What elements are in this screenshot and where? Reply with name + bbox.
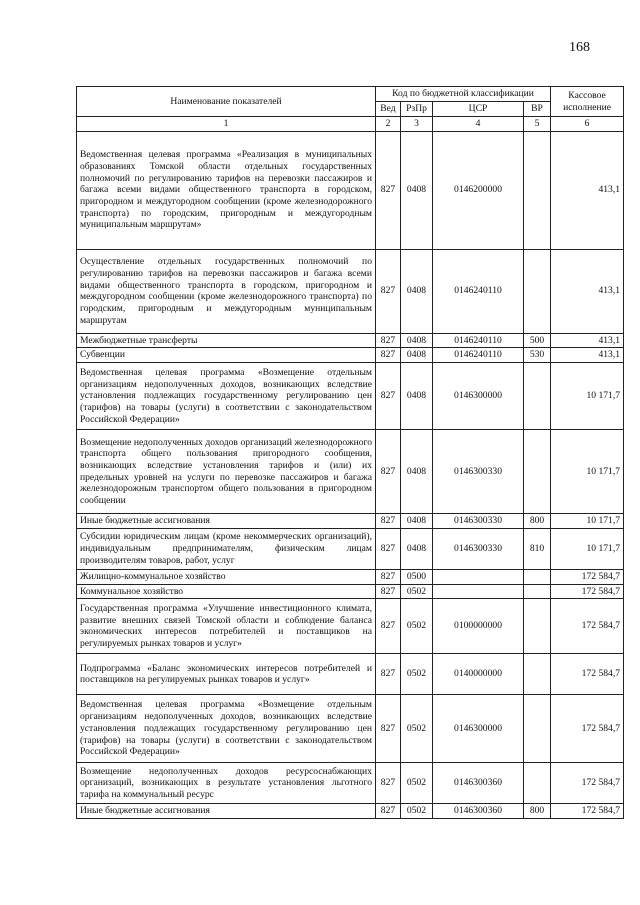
row-rzpr: 0408 xyxy=(401,348,433,363)
header-csr: ЦСР xyxy=(433,102,524,117)
row-amount: 172 584,7 xyxy=(551,584,624,599)
table-row xyxy=(77,804,624,819)
row-vr xyxy=(524,363,551,430)
row-ved: 827 xyxy=(376,528,401,569)
row-rzpr: 0502 xyxy=(401,695,433,763)
row-csr: 0146300360 xyxy=(433,763,524,804)
row-rzpr: 0502 xyxy=(401,599,433,654)
table-row xyxy=(77,131,624,249)
row-name: Межбюджетные трансферты xyxy=(77,333,376,348)
row-name: Возмещение недополученных доходов организаций железнодорожного транспорта общего пользования пригородного сообщения, возникающих вследствие установления тарифов и (или) их предельных уровней на услуги по перевозке пассажиров и багажа железнодорожным транспортом общего пользования в пригородном сообщении xyxy=(77,430,376,514)
row-ved: 827 xyxy=(376,763,401,804)
row-csr: 0146300330 xyxy=(433,528,524,569)
row-rzpr: 0408 xyxy=(401,249,433,333)
row-rzpr: 0408 xyxy=(401,363,433,430)
row-csr: 0100000000 xyxy=(433,599,524,654)
table-row xyxy=(77,514,624,529)
row-vr xyxy=(524,131,551,249)
row-csr: 0146240110 xyxy=(433,333,524,348)
row-name: Коммунальное хозяйство xyxy=(77,584,376,599)
row-vr xyxy=(524,430,551,514)
row-name: Ведомственная целевая программа «Реализация в муниципальных образованиях Томской области отдельных государственных полномочий по регулированию тарифов на перевозки пассажиров и багажа всеми видами общественного транспорта в городском, пригородном и междугородном сообщении (кроме железнодорожного транспорта) по городским, пригородным и междугородным муниципальным маршрутам» xyxy=(77,131,376,249)
row-amount: 413,1 xyxy=(551,348,624,363)
row-rzpr: 0502 xyxy=(401,584,433,599)
table-row xyxy=(77,763,624,804)
row-ved: 827 xyxy=(376,131,401,249)
row-name: Осуществление отдельных государственных полномочий по регулированию тарифов на перевозки пассажиров и багажа всеми видами общественного транспорта в городском, пригородном и междугородном сообщении (кроме железнодорожного транспорта) по городским, пригородным и междугородным муниципальным маршрутам xyxy=(77,249,376,333)
table-row xyxy=(77,599,624,654)
row-csr: 0146240110 xyxy=(433,348,524,363)
row-amount: 413,1 xyxy=(551,131,624,249)
table-row xyxy=(77,654,624,695)
row-name: Иные бюджетные ассигнования xyxy=(77,514,376,529)
row-ved: 827 xyxy=(376,430,401,514)
row-csr: 0146300000 xyxy=(433,695,524,763)
row-name: Ведомственная целевая программа «Возмещение отдельным организациям недополученных доходов, возникающих вследствие установления подлежащих государственному регулированию цен (тарифов) на товары (услуги) в соответствии с законодательством Российской Федерации» xyxy=(77,363,376,430)
row-csr xyxy=(433,584,524,599)
row-name: Возмещение недополученных доходов ресурсоснабжающих организаций, возникающих в результате установления льготного тарифа на коммунальный ресурс xyxy=(77,763,376,804)
table-row xyxy=(77,333,624,348)
row-ved: 827 xyxy=(376,249,401,333)
row-amount: 10 171,7 xyxy=(551,363,624,430)
row-vr: 810 xyxy=(524,528,551,569)
row-vr xyxy=(524,599,551,654)
table-row xyxy=(77,695,624,763)
row-amount: 172 584,7 xyxy=(551,569,624,584)
row-rzpr: 0408 xyxy=(401,528,433,569)
row-ved: 827 xyxy=(376,569,401,584)
row-ved: 827 xyxy=(376,363,401,430)
row-ved: 827 xyxy=(376,804,401,819)
table-row xyxy=(77,584,624,599)
row-ved: 827 xyxy=(376,695,401,763)
header-name: Наименование показателей xyxy=(77,87,376,117)
header-code-group: Код по бюджетной классификации xyxy=(376,87,551,102)
row-rzpr: 0408 xyxy=(401,514,433,529)
row-csr: 0146200000 xyxy=(433,131,524,249)
row-csr xyxy=(433,569,524,584)
row-name: Субвенции xyxy=(77,348,376,363)
row-rzpr: 0500 xyxy=(401,569,433,584)
table-row xyxy=(77,569,624,584)
row-ved: 827 xyxy=(376,599,401,654)
column-number: 3 xyxy=(401,117,433,132)
row-vr xyxy=(524,569,551,584)
row-name: Ведомственная целевая программа «Возмещение отдельным организациям недополученных доходов, возникающих вследствие установления подлежащих государственному регулированию цен (тарифов) на товары (услуги) в соответствии с законодательством Российской Федерации» xyxy=(77,695,376,763)
row-name: Государственная программа «Улучшение инвестиционного климата, развитие внешних связей Томской области и соблюдение баланса экономических интересов потребителей и поставщиков на регулируемых рынках товаров и услуг» xyxy=(77,599,376,654)
budget-table xyxy=(76,86,624,819)
table-row xyxy=(77,348,624,363)
row-amount: 172 584,7 xyxy=(551,654,624,695)
row-name: Жилищно-коммунальное хозяйство xyxy=(77,569,376,584)
row-rzpr: 0408 xyxy=(401,333,433,348)
row-vr: 800 xyxy=(524,514,551,529)
row-vr: 530 xyxy=(524,348,551,363)
header-ved: Вед xyxy=(376,102,401,117)
row-ved: 827 xyxy=(376,514,401,529)
table-row xyxy=(77,430,624,514)
row-rzpr: 0408 xyxy=(401,430,433,514)
row-amount: 10 171,7 xyxy=(551,528,624,569)
row-amount: 172 584,7 xyxy=(551,599,624,654)
row-amount: 413,1 xyxy=(551,249,624,333)
row-vr xyxy=(524,763,551,804)
row-amount: 413,1 xyxy=(551,333,624,348)
row-ved: 827 xyxy=(376,348,401,363)
table-row xyxy=(77,249,624,333)
row-vr xyxy=(524,584,551,599)
row-csr: 0146300330 xyxy=(433,430,524,514)
page-number: 168 xyxy=(569,40,590,55)
row-csr: 0146300000 xyxy=(433,363,524,430)
row-csr: 0146240110 xyxy=(433,249,524,333)
row-name: Подпрограмма «Баланс экономических интересов потребителей и поставщиков на регулируемых рынках товаров и услуг» xyxy=(77,654,376,695)
table-row xyxy=(77,528,624,569)
row-vr xyxy=(524,695,551,763)
row-ved: 827 xyxy=(376,333,401,348)
column-number: 5 xyxy=(524,117,551,132)
row-ved: 827 xyxy=(376,584,401,599)
row-rzpr: 0408 xyxy=(401,131,433,249)
row-vr: 500 xyxy=(524,333,551,348)
row-amount: 10 171,7 xyxy=(551,514,624,529)
header-cash-execution: Кассовое исполнение xyxy=(551,87,624,117)
row-amount: 172 584,7 xyxy=(551,763,624,804)
header-vr: ВР xyxy=(524,102,551,117)
row-name: Субсидии юридическим лицам (кроме некоммерческих организаций), индивидуальным предпринимателям, физическим лицам производителям товаров, работ, услуг xyxy=(77,528,376,569)
row-vr xyxy=(524,249,551,333)
column-number: 4 xyxy=(433,117,524,132)
column-number: 6 xyxy=(551,117,624,132)
column-number: 1 xyxy=(77,117,376,132)
row-rzpr: 0502 xyxy=(401,654,433,695)
row-amount: 172 584,7 xyxy=(551,804,624,819)
row-rzpr: 0502 xyxy=(401,763,433,804)
row-csr: 0140000000 xyxy=(433,654,524,695)
header-rzpr: РзПр xyxy=(401,102,433,117)
row-csr: 0146300360 xyxy=(433,804,524,819)
row-ved: 827 xyxy=(376,654,401,695)
row-amount: 10 171,7 xyxy=(551,430,624,514)
column-number: 2 xyxy=(376,117,401,132)
row-amount: 172 584,7 xyxy=(551,695,624,763)
column-number-row xyxy=(77,117,624,132)
row-name: Иные бюджетные ассигнования xyxy=(77,804,376,819)
row-vr xyxy=(524,654,551,695)
row-vr: 800 xyxy=(524,804,551,819)
row-rzpr: 0502 xyxy=(401,804,433,819)
table-row xyxy=(77,363,624,430)
row-csr: 0146300330 xyxy=(433,514,524,529)
